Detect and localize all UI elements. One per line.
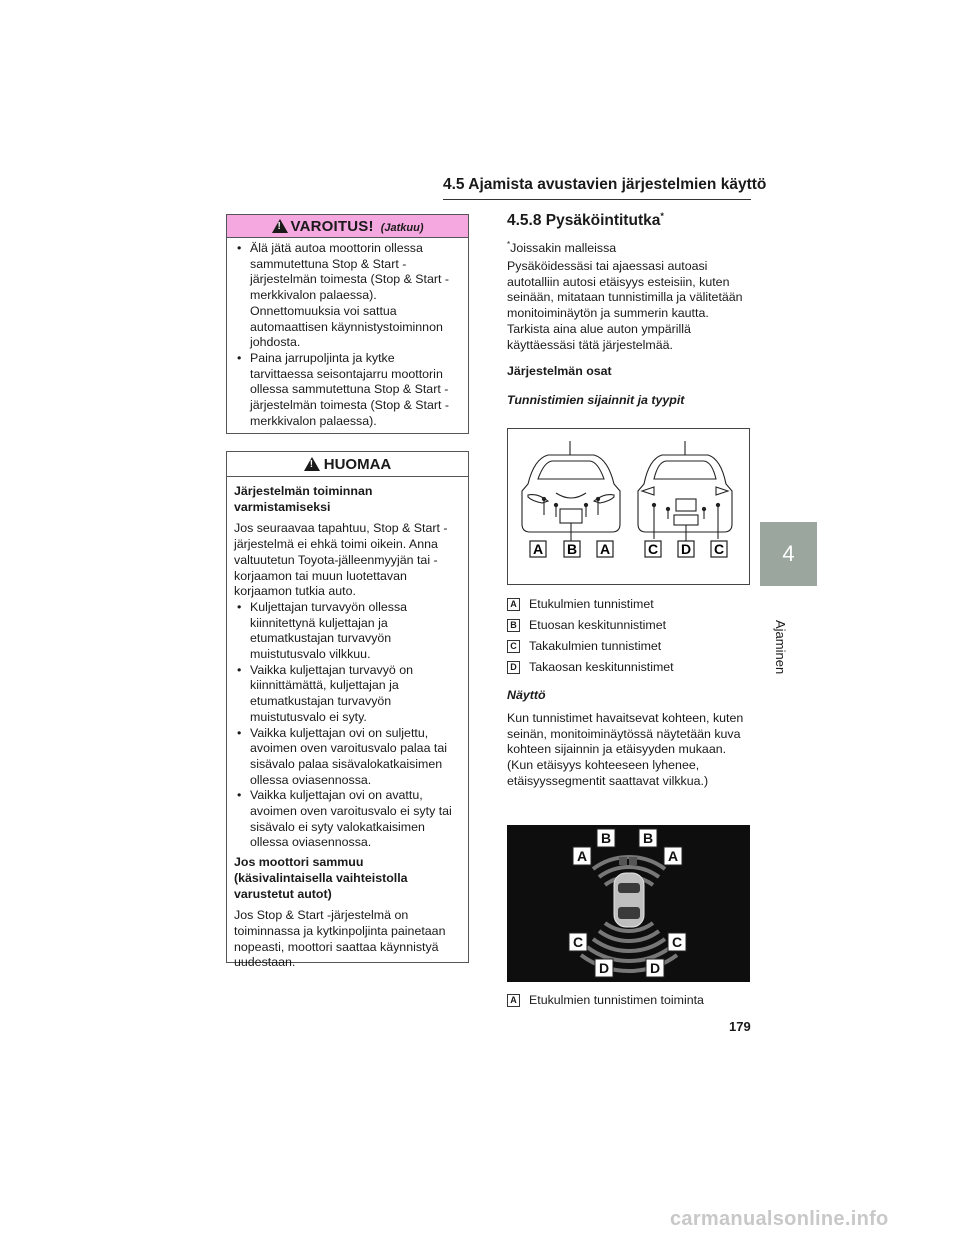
- legend2-item: [507, 993, 704, 1007]
- display-illustration: [507, 825, 750, 982]
- chapter-tab: 4: [760, 522, 817, 586]
- notice-heading-2: Jos moottori sammuu (käsivalintaisella vaihteistolla varustetut autot): [234, 855, 408, 901]
- notice-item: • Vaikka kuljettajan ovi on suljettu, avoimen oven varoitusvalo palaa tai sisävalo palaa sisävalokatkaisimen ollessa oviasennossa.: [234, 726, 459, 789]
- fig2-label: C: [671, 934, 683, 950]
- legend-key: C: [507, 640, 520, 653]
- fig1-label: B: [566, 541, 578, 557]
- fig2-label: B: [642, 830, 654, 846]
- legend-key: A: [507, 598, 520, 611]
- notice-triangle-icon: [304, 457, 320, 471]
- notice-item: • Vaikka kuljettajan ovi on avattu, avoimen oven varoitusvalo ei syty tai sisävalo ei syty valokatkaisimen ollessa oviasennossa.: [234, 788, 459, 851]
- legend-text: Takakulmien tunnistimet: [529, 639, 662, 653]
- sensors-heading: Tunnistimien sijainnit ja tyypit: [507, 393, 685, 407]
- warning-item: • Paina jarrupoljinta ja kytke tarvittaessa seisontajarru moottorin ollessa sammutettuna Stop & Start -järjestelmän toimesta (Stop & Start -merkkivalon palaessa).: [234, 351, 459, 430]
- warning-triangle-icon: [272, 219, 288, 233]
- warning-item: • Älä jätä autoa moottorin ollessa sammutettuna Stop & Start -järjestelmän toimesta (Stop & Start -merkkivalon palaessa). Onnettomuuksia voi sattua automaattisen käynnistystoiminnon johdosta.: [234, 241, 459, 351]
- notice-item: • Kuljettajan turvavyön ollessa kiinnitettynä kuljettajan ja etumatkustajan turvavyön muistutusvalo vilkkuu.: [234, 600, 459, 663]
- page-number: 179: [729, 1019, 751, 1034]
- car-front-rear-illustration: [508, 429, 749, 584]
- components-heading: Järjestelmän osat: [507, 364, 612, 378]
- fig2-label: D: [598, 960, 610, 976]
- section-star: *: [660, 211, 664, 221]
- fig2-label: C: [572, 934, 584, 950]
- legend-key: B: [507, 619, 520, 632]
- fig1-label: C: [713, 541, 725, 557]
- warning-header: [227, 215, 468, 238]
- fig1-label: A: [599, 541, 611, 557]
- section-heading: [507, 211, 664, 230]
- legend-key: A: [507, 994, 520, 1007]
- legend-item: [507, 618, 666, 632]
- notice-header: [227, 452, 468, 477]
- header-rule: [443, 199, 751, 200]
- display-paragraph: Kun tunnistimet havaitsevat kohteen, kuten seinän, monitoiminäytössä näytetään kuva kohteen sijainnin ja etäisyyden mukaan. (Kun etäisyys kohteeseen lyhenee, etäisyyssegmentit saattavat vilkkua.): [507, 711, 744, 788]
- notice-paragraph-1: Jos seuraavaa tapahtuu, Stop & Start -järjestelmä ei ehkä toimi oikein. Anna valtuutetun Toyota-jälleenmyyjän tai -korjaamon tai muun luotettavan korjaamon tutkia auto.: [234, 521, 448, 599]
- display-figure: [507, 825, 750, 982]
- watermark: carmanualsonline.info: [670, 1208, 889, 1230]
- legend-text: Takaosan keskitunnistimet: [529, 660, 674, 674]
- display-heading: Näyttö: [507, 688, 546, 702]
- fig2-label: A: [576, 848, 588, 864]
- legend-item: [507, 597, 654, 611]
- notice-heading-1: Järjestelmän toiminnan varmistamiseksi: [234, 484, 373, 514]
- fig1-label: C: [647, 541, 659, 557]
- notice-item: • Vaikka kuljettajan turvavyö on kiinnittämättä, kuljettajan ja etumatkustajan turvavyön muistutusvalo ei syty.: [234, 663, 459, 726]
- footnote: [507, 237, 752, 257]
- fig1-label: A: [532, 541, 544, 557]
- warning-title: VAROITUS!: [290, 217, 374, 235]
- warning-box: [226, 214, 469, 434]
- warning-subtitle: (Jatkuu): [380, 221, 424, 234]
- notice-paragraph-2: Jos Stop & Start -järjestelmä on toiminnassa ja kytkinpoljinta painetaan nopeasti, moottori saattaa käynnistyä uudestaan.: [234, 908, 446, 970]
- fig2-label: A: [667, 848, 679, 864]
- chapter-label: Ajaminen: [773, 620, 788, 675]
- legend-text: Etukulmien tunnistimet: [529, 597, 654, 611]
- section-title: 4.5.8 Pysäköintitutka: [507, 212, 661, 230]
- legend-key: D: [507, 661, 520, 674]
- legend-item: [507, 660, 674, 674]
- footnote-text: Joissakin malleissa: [510, 241, 617, 256]
- legend-text: Etuosan keskitunnistimet: [529, 618, 667, 632]
- legend-item: [507, 639, 661, 653]
- fig2-label: D: [649, 960, 661, 976]
- fig2-label: B: [600, 830, 612, 846]
- sensor-location-figure: [507, 428, 750, 585]
- intro-paragraph: Pysäköidessäsi tai ajaessasi autoasi autotalliin autosi etäisyys esteisiin, kuten seinään, mitataan tunnistimilla ja välitetään monitoiminäytön ja summerin kautta. Tarkista aina alue auton ympärillä käyttäessäsi tätä järjestelmää.: [507, 259, 743, 352]
- footnote-star: *: [507, 240, 511, 249]
- notice-title: HUOMAA: [323, 455, 392, 473]
- fig1-label: D: [680, 541, 692, 557]
- running-header: 4.5 Ajamista avustavien järjestelmien käyttö: [443, 176, 767, 193]
- notice-box: [226, 451, 469, 970]
- legend-text: Etukulmien tunnistimen toiminta: [529, 993, 704, 1007]
